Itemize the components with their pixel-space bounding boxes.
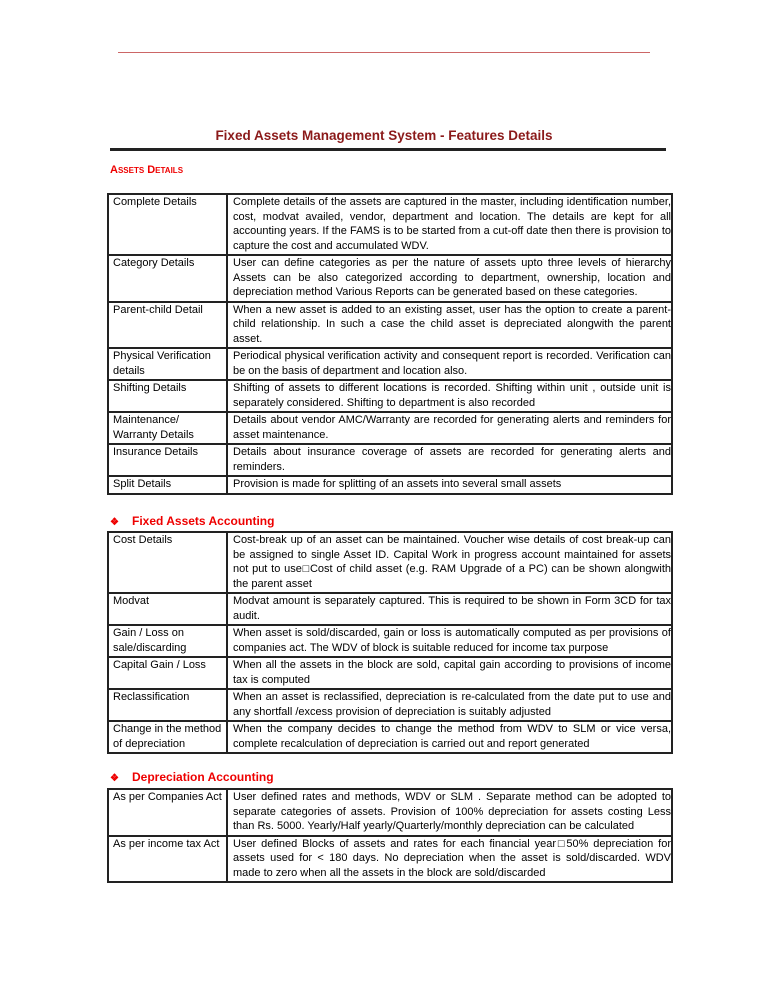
row-description: When the company decides to change the method from WDV to SLM or vice versa, complete recalculation of depreciation is carried out and report generated	[227, 721, 672, 753]
table-row	[108, 657, 672, 689]
table-row	[108, 194, 672, 255]
table-row	[108, 476, 672, 494]
row-description: Shifting of assets to different locations is recorded. Shifting within unit , outside unit is separately considered. Shifting to department is also recorded	[227, 380, 672, 412]
row-label: As per Companies Act	[108, 789, 227, 836]
table-row	[108, 836, 672, 883]
row-label: Physical Verification details	[108, 348, 227, 380]
row-description: Details about vendor AMC/Warranty are recorded for generating alerts and reminders for asset maintenance.	[227, 412, 672, 444]
row-description: Periodical physical verification activity and consequent report is recorded. Verification can be on the basis of department and location also.	[227, 348, 672, 380]
table-row	[108, 348, 672, 380]
row-label: Insurance Details	[108, 444, 227, 476]
row-label: Complete Details	[108, 194, 227, 255]
table-row	[108, 380, 672, 412]
row-description: User defined rates and methods, WDV or SLM . Separate method can be adopted to separate categories of assets. Provision of 100% depreciation for assets costing Less than Rs. 5000. Yearly/Half yearly/Quarterly/monthly depreciation can be calculated	[227, 789, 672, 836]
row-description: Modvat amount is separately captured. This is required to be shown in Form 3CD for tax audit.	[227, 593, 672, 625]
section-heading-text: Depreciation Accounting	[132, 770, 274, 784]
row-description: When asset is sold/discarded, gain or loss is automatically computed as per provisions of companies act. The WDV of block is suitable reduced for income tax purpose	[227, 625, 672, 657]
table-row	[108, 255, 672, 302]
row-description: Provision is made for splitting of an assets into several small assets	[227, 476, 672, 494]
table-row	[108, 625, 672, 657]
row-label: Maintenance/ Warranty Details	[108, 412, 227, 444]
fixed-assets-accounting-table	[107, 531, 673, 754]
row-description: User defined Blocks of assets and rates for each financial year□50% depreciation for assets used for < 180 days. No depreciation when the asset is sold/discarded. WDV made to zero when all the assets in the block are sold/discarded	[227, 836, 672, 883]
page-title: Fixed Assets Management System - Features Details	[215, 128, 553, 143]
table-row	[108, 721, 672, 753]
diamond-bullet-icon: ❖	[110, 773, 119, 784]
table-row	[108, 689, 672, 721]
row-label: Change in the method of depreciation	[108, 721, 227, 753]
assets-details-table	[107, 193, 673, 495]
table-row	[108, 593, 672, 625]
depreciation-accounting-table	[107, 788, 673, 883]
row-description: When an asset is reclassified, depreciation is re-calculated from the date put to use and any shortfall /excess provision of depreciation is suitably adjusted	[227, 689, 672, 721]
header-line	[118, 52, 650, 53]
row-description: Cost-break up of an asset can be maintained. Voucher wise details of cost break-up can be assigned to single Asset ID. Capital Work in progress account maintained for assets not put to use□Cost of child asset (e.g. RAM Upgrade of a PC) can be shown alongwith the parent asset	[227, 532, 672, 593]
row-label: Parent-child Detail	[108, 302, 227, 349]
row-label: Gain / Loss on sale/discarding	[108, 625, 227, 657]
row-label: Reclassification	[108, 689, 227, 721]
section-heading-fixed-assets-accounting	[110, 514, 274, 528]
row-description: When a new asset is added to an existing asset, user has the option to create a parent-child relationship. In such a case the child asset is depreciated alongwith the parent asset.	[227, 302, 672, 349]
row-description: When all the assets in the block are sold, capital gain according to provisions of income tax is computed	[227, 657, 672, 689]
section-heading-assets-details: Assets Details	[110, 164, 184, 176]
diamond-bullet-icon: ❖	[110, 517, 119, 528]
row-label: As per income tax Act	[108, 836, 227, 883]
table-row	[108, 444, 672, 476]
row-description: Complete details of the assets are captured in the master, including identification number, cost, modvat availed, vendor, department and location. The details are kept for all accounting years. If the FAMS is to be started from a cut-off date then there is provision to capture the cost and accumulated WDV.	[227, 194, 672, 255]
row-label: Category Details	[108, 255, 227, 302]
row-label: Shifting Details	[108, 380, 227, 412]
row-label: Modvat	[108, 593, 227, 625]
table-row	[108, 412, 672, 444]
table-row	[108, 302, 672, 349]
title-rule	[110, 148, 666, 151]
row-label: Split Details	[108, 476, 227, 494]
table-row	[108, 789, 672, 836]
row-label: Capital Gain / Loss	[108, 657, 227, 689]
row-label: Cost Details	[108, 532, 227, 593]
row-description: Details about insurance coverage of assets are recorded for generating alerts and reminders.	[227, 444, 672, 476]
table-row	[108, 532, 672, 593]
section-heading-depreciation-accounting	[110, 770, 274, 784]
row-description: User can define categories as per the nature of assets upto three levels of hierarchy Assets can be also categorized according to department, ownership, location and depreciation method Various Reports can be generated based on these categories.	[227, 255, 672, 302]
section-heading-text: Fixed Assets Accounting	[132, 514, 275, 528]
